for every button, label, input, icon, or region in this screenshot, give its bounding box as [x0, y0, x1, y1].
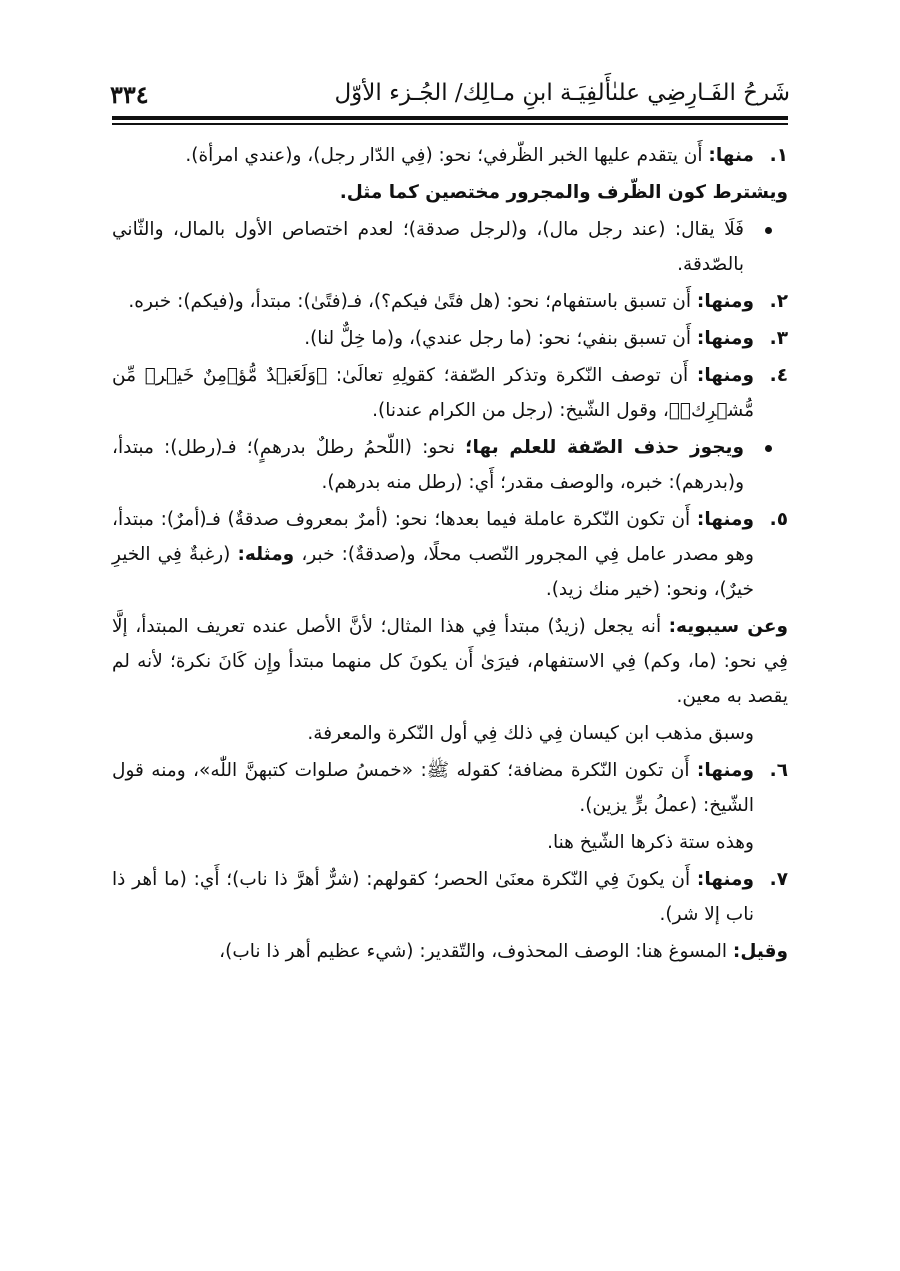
bullet-dot — [765, 445, 772, 452]
item-label: ومنها: — [696, 760, 754, 781]
page-body — [112, 138, 788, 971]
item-text: أَن تسبق بنفي؛ نحو: (ما رجل عندي)، و(ما خِلٌّ لنا). — [304, 328, 697, 349]
item-number: ١. — [769, 145, 788, 166]
item-label-2: ومثله: — [237, 544, 295, 565]
bullet-label: ويجوز حذف الصّفة للعلم بها؛ — [465, 437, 744, 458]
list-item-2 — [112, 284, 788, 319]
running-title: شَرحُ الفَـارِضِي علىٰأَلفِيَـة ابنِ مـالِك/ الجُـزء الأوّل — [334, 80, 790, 106]
item-number: ٤. — [769, 365, 788, 386]
list-item-5 — [112, 502, 788, 607]
header-rule-thick — [112, 116, 788, 120]
item-number: ٥. — [769, 509, 788, 530]
list-item-6 — [112, 753, 788, 823]
item-text: أَن تسبق باستفهام؛ نحو: (هل فتًىٰ فيكم؟)، فـ(فتًىٰ): مبتدأ، و(فيكم): خبره. — [128, 291, 697, 312]
item-number: ٣. — [769, 328, 788, 349]
item-number: ٢. — [769, 291, 788, 312]
bullet-text: نحو: (اللّحمُ رطلٌ بدرهمٍ)؛ فـ(رطل): مبتدأ، و(بدرهم): خبره، والوصف مقدر؛ أَي: (رطل منه بدرهم). — [112, 437, 744, 493]
item-label: ومنها: — [696, 869, 754, 890]
bullet-note-1 — [112, 212, 788, 282]
item-text: أَن تكون النّكرة عاملة فيما بعدها؛ نحو: (أمرٌ بمعروف صدقةٌ) فـ(أمرٌ): مبتدأ، وهو مصدر عامل فِي المجرور النّصب محلًا، و(صدقةٌ): خبر، — [112, 509, 754, 565]
paragraph-text: المسوغ هنا: الوصف المحذوف، والتّقدير: (شيء عظيم أهر ذا ناب)، — [219, 941, 733, 962]
paragraph-label: وعن سيبويه: — [668, 616, 788, 637]
item-label: ومنها: — [696, 291, 754, 312]
page-number: ٣٣٤ — [110, 80, 149, 109]
header-rule-thin — [112, 123, 788, 125]
item-label: منها: — [708, 145, 754, 166]
item-text: أَن تكون النّكرة مضافة؛ كقوله ﷺ: «خمسُ صلوات كتبهنَّ اللّٰه»، ومنه قول الشّيخ: (عملُ برٍّ يزين). — [112, 760, 754, 816]
condition-text: ويشترط كون الظّرف والمجرور مختصين كما مثل. — [339, 182, 788, 203]
kaysan-paragraph: وسبق مذهب ابن كيسان فِي ذلك فِي أول النّكرة والمعرفة. — [307, 723, 754, 744]
paragraph-text: أنه يجعل (زيدٌ) مبتدأ فِي هذا المثال؛ لأنَّ الأصل عنده تعريف المبتدأ، إلَّا فِي نحو: (ما، وكم) فِي الاستفهام، فيرَىٰ أَن يكونَ كل منهما مبتدأ وإِن كَانَ نكرة؛ لأنه لم يقصد به معين. — [112, 616, 788, 707]
page-header — [110, 78, 790, 112]
bullet-dot — [765, 227, 772, 234]
item-text: أَن يكونَ فِي النّكرة معنَىٰ الحصر؛ كقولهم: (شرٌّ أهرَّ ذا ناب)؛ أَي: (ما أهر ذا ناب إلا شر). — [112, 869, 754, 925]
paragraph-label: وقيل: — [732, 941, 788, 962]
list-item-3 — [112, 321, 788, 356]
bullet-text: فَلَا يقال: (عند رجل مال)، و(لرجل صدقة)؛ لعدم اختصاص الأول بالمال، والثّاني بالصّدقة. — [112, 219, 744, 275]
item-number: ٧. — [769, 869, 788, 890]
six-note-paragraph: وهذه ستة ذكرها الشّيخ هنا. — [547, 832, 754, 853]
list-item-4 — [112, 358, 788, 428]
item-text: أَن توصف النّكرة وتذكر الصّفة؛ كقولِهِ تعالَىٰ: ﴿وَلَعَبۡدٌ مُّؤۡمِنٌ خَيۡرٞ مِّن مُّشۡرِكٖ﴾، وقول الشّيخ: (رجل من الكرام عندنا). — [112, 365, 754, 421]
bullet-note-2 — [112, 430, 788, 500]
item-text-2: (رغبةٌ فِي الخيرِ خيرٌ)، ونحو: (خير منك زيد). — [112, 544, 754, 600]
item-label: ومنها: — [696, 509, 754, 530]
condition-line — [112, 175, 788, 210]
item-label: ومنها: — [696, 328, 754, 349]
list-item-7 — [112, 862, 788, 932]
item-label: ومنها: — [696, 365, 754, 386]
item-number: ٦. — [769, 760, 788, 781]
sibawayh-paragraph — [112, 609, 788, 714]
item-text: أَن يتقدم عليها الخبر الظّرفي؛ نحو: (فِي الدّار رجل)، و(عندي امرأة). — [185, 145, 709, 166]
qila-paragraph — [112, 934, 788, 969]
list-item-1 — [112, 138, 788, 173]
